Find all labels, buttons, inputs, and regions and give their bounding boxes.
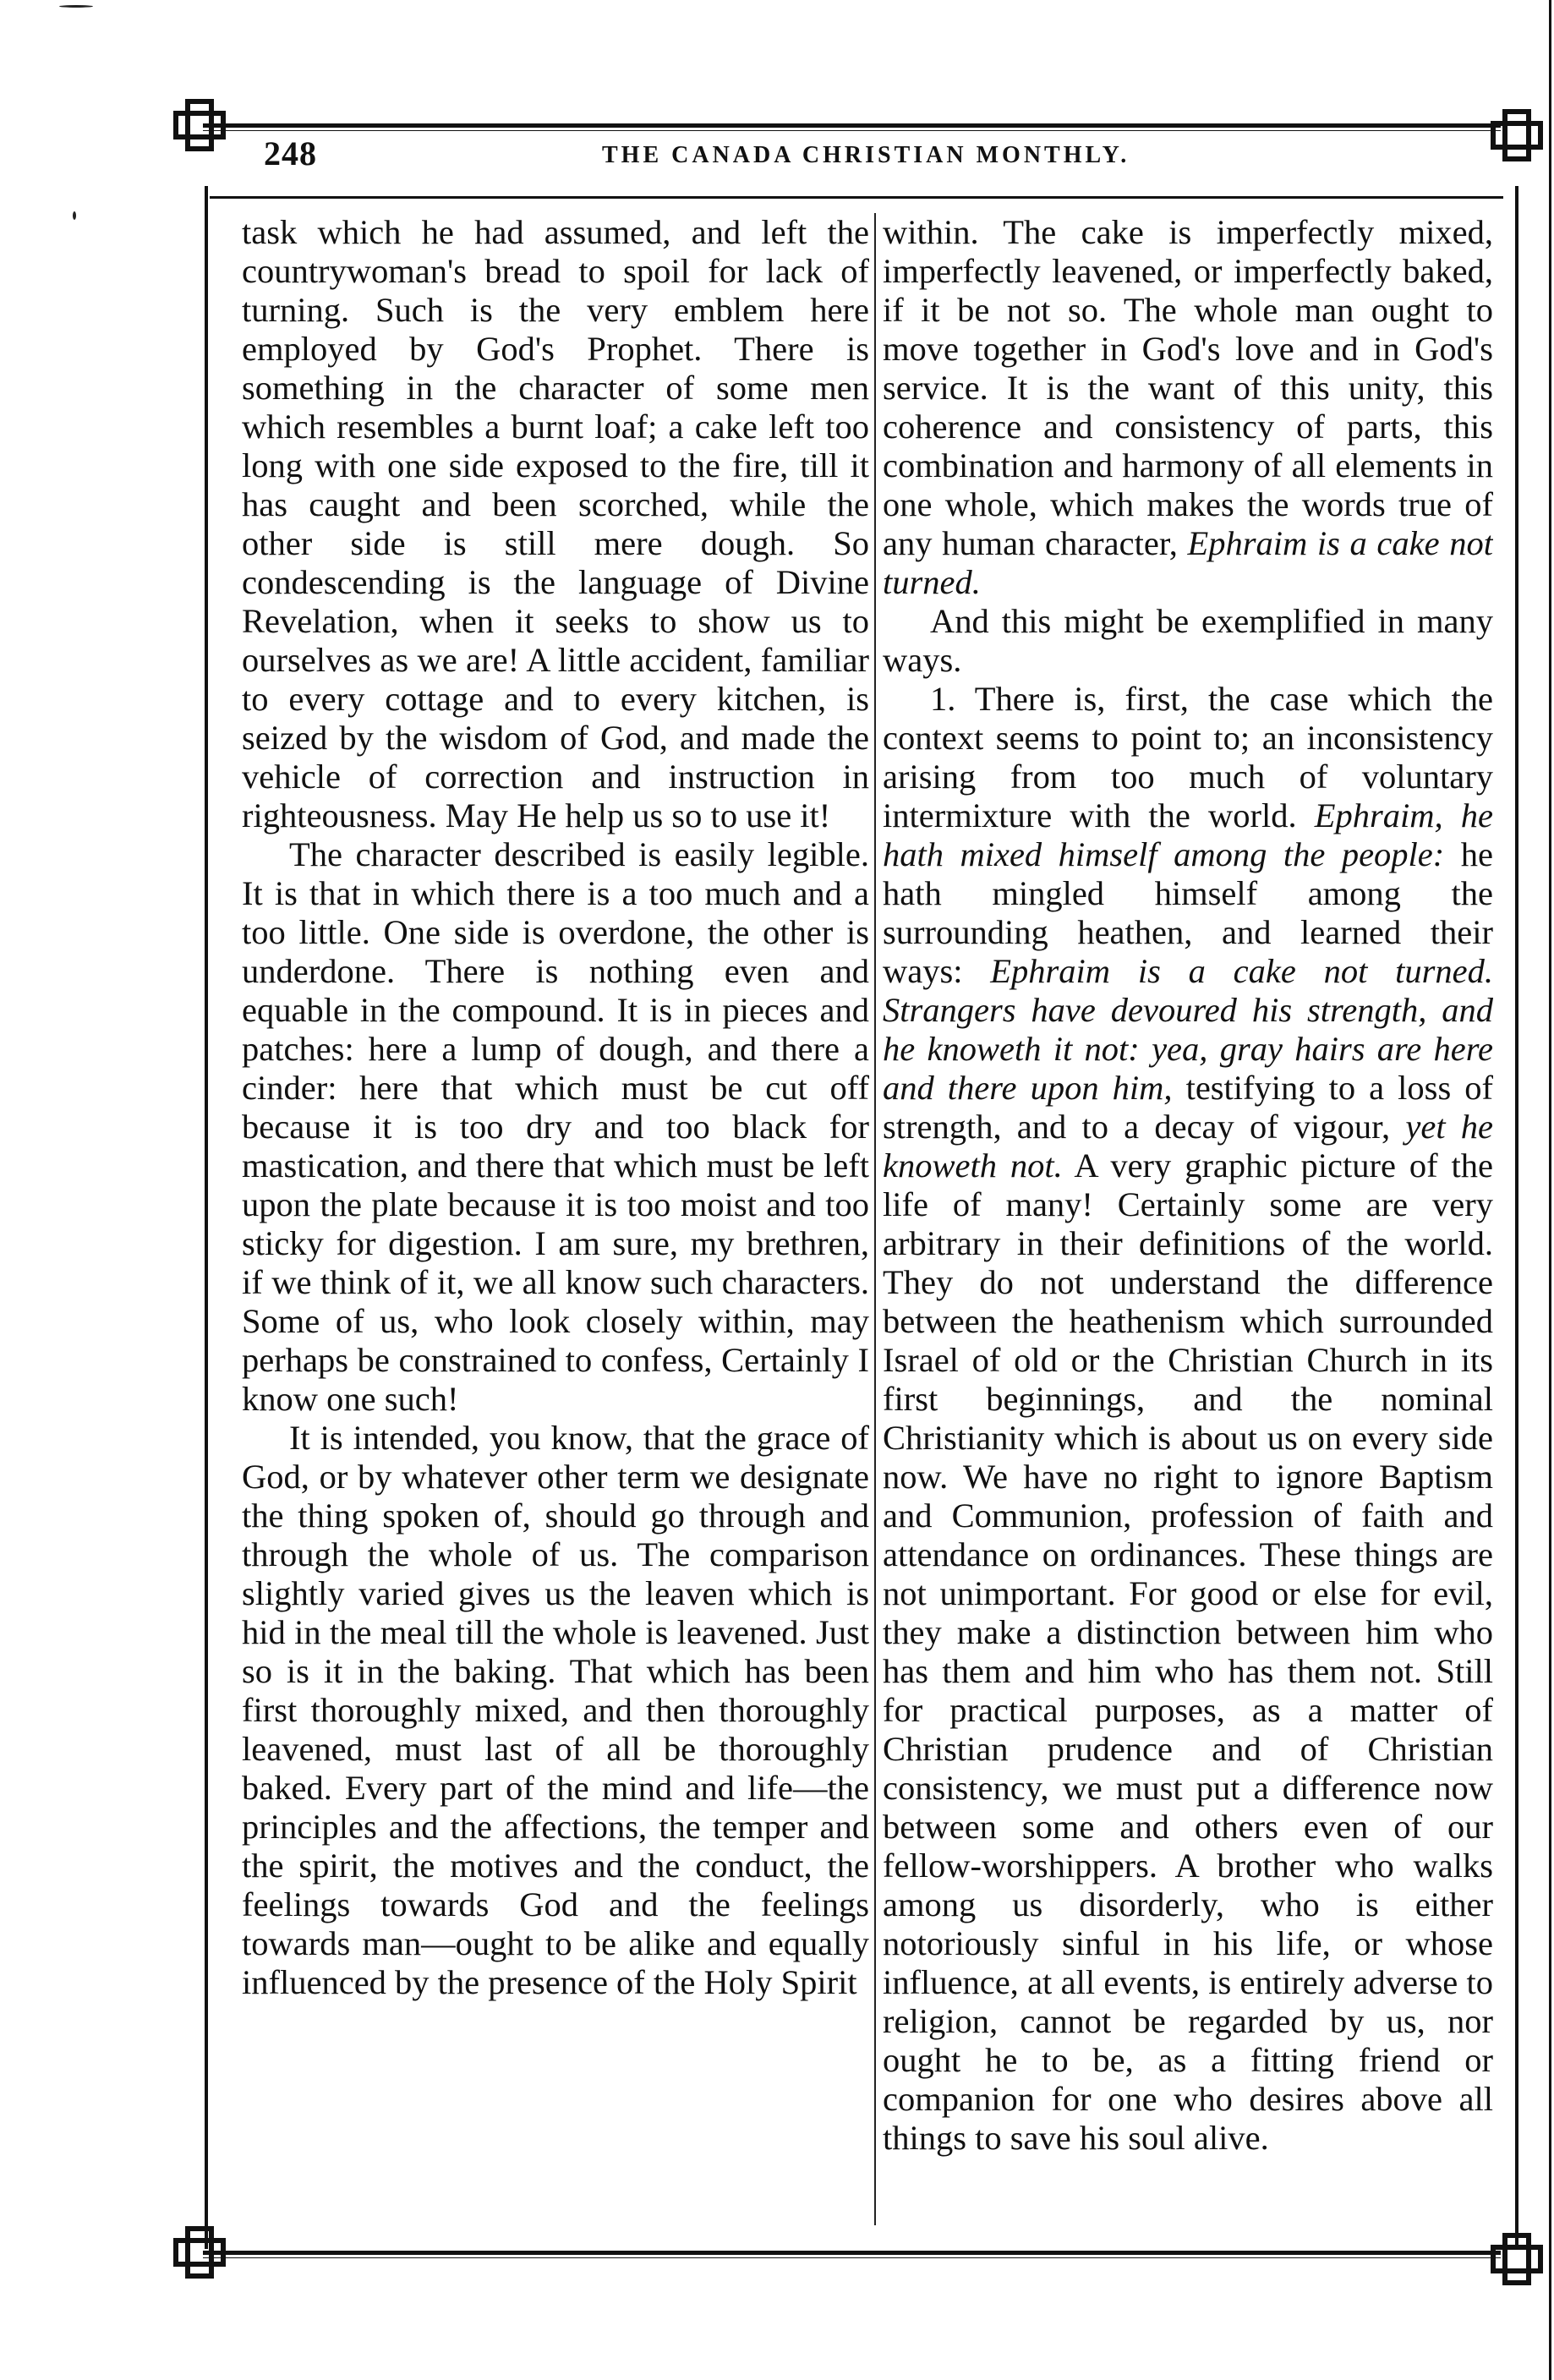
scripture-quote: yet he knoweth not. bbox=[883, 1108, 1493, 1185]
scripture-quote: Ephraim is a cake not turned. Strangers have devoured his strength, and he knoweth it not: yea, gray hairs are here and there upon him, bbox=[883, 952, 1493, 1107]
paragraph: And this might be exemplified in many ways. bbox=[883, 602, 1493, 679]
text-run: A very graphic picture of the life of many! Certainly some are very arbitrary in their definitions of the world. They do not understand the difference between the heathenism which surrounded Israel of old or the Christian Church in its first beginnings, and the nominal Christianity which is about us on every side now. We have no right to ignore Baptism and Communion, profession of faith and attendance on ordinances. These things are not unimportant. For good or else for evil, they make a distinction between him who has them and him who has them not. Still for practical purposes, as a matter of Christian prudence and of Christian consistency, we must put a difference now between some and others even of our fellow-worshippers. A brother who walks among us disorderly, who is either notoriously sinful in his life, or whose influence, at all events, is entirely adverse to religion, cannot be regarded by us, nor ought he to be, as a fitting friend or companion for one who desires above all things to save his soul alive. bbox=[883, 1146, 1493, 2157]
paragraph bbox=[883, 680, 1493, 2158]
left-border bbox=[205, 186, 208, 2249]
paragraph: The character described is easily legible. It is that in which there is a too much and a too little. One side is overdone, the other is underdone. There is nothing even and equable in the compound. It is in pieces and patches: here a lump of dough, and there a cinder: here that which must be cut off because it is too dry and too black for mastication, and there that which must be left upon the plate because it is too moist and too sticky for digestion. I am sure, my brethren, if we think of it, we all know such characters. Some of us, who look closely within, may perhaps be constrained to confess, Certainly I know one such! bbox=[242, 835, 869, 1418]
text-run: he hath mingled himself among the surrounding heathen, and learned their ways: bbox=[883, 835, 1493, 990]
left-column bbox=[242, 213, 869, 2230]
text-run: 1. There is, first, the case which the context seems to point to; an inconsistency arising from too much of voluntary intermixture with the world. bbox=[883, 680, 1493, 834]
right-border bbox=[1515, 186, 1518, 2249]
corner-ornament-bottom-left bbox=[172, 2225, 227, 2279]
scripture-quote: Ephraim is a cake not turned. bbox=[883, 524, 1493, 601]
scan-speck bbox=[73, 211, 76, 220]
footer-rule-thin bbox=[203, 2257, 1501, 2258]
text-run: within. The cake is imperfectly mixed, imperfectly leavened, or imperfectly baked, if it be not so. The whole man ought to move together in God's love and in God's service. It is the want of this unity, this coherence and consistency of parts, this combination and harmony of all elements in one whole, which makes the words true of any human character, bbox=[883, 213, 1493, 562]
running-title: THE CANADA CHRISTIAN MONTHLY. bbox=[602, 142, 1130, 168]
column-divider bbox=[874, 213, 876, 2225]
corner-ornament-top-left bbox=[172, 98, 227, 152]
paragraph bbox=[883, 213, 1493, 602]
footer-rule bbox=[203, 2251, 1501, 2255]
header-rule-thin bbox=[203, 130, 1501, 131]
page-header bbox=[264, 134, 1464, 181]
page-edge-line bbox=[1549, 0, 1551, 2380]
text-run: testifying to a loss of strength, and to a decay of vigour, bbox=[883, 1069, 1493, 1146]
page-number: 248 bbox=[264, 134, 317, 172]
header-underline bbox=[210, 196, 1503, 199]
right-column bbox=[883, 213, 1493, 2230]
corner-ornament-bottom-right bbox=[1490, 2232, 1544, 2286]
header-rule bbox=[203, 123, 1501, 128]
corner-ornament-top-right bbox=[1490, 108, 1544, 162]
scan-speck bbox=[59, 5, 93, 8]
paragraph: task which he had assumed, and left the countrywoman's bread to spoil for lack of turning. Such is the very emblem here employed by God's Prophet. There is something in the character of some men which resembles a burnt loaf; a cake left too long with one side exposed to the fire, till it has caught and been scorched, while the other side is still mere dough. So condescending is the language of Divine Revelation, when it seeks to show us to ourselves as we are! A little accident, familiar to every cottage and to every kitchen, is seized by the wisdom of God, and made the vehicle of correction and instruction in righteousness. May He help us so to use it! bbox=[242, 213, 869, 834]
scripture-quote: Ephraim, he hath mixed himself among the people: bbox=[883, 796, 1493, 873]
paragraph: It is intended, you know, that the grace of God, or by whatever other term we designate the thing spoken of, should go through and through the whole of us. The comparison slightly varied gives us the leaven which is hid in the meal till the whole is leavened. Just so is it in the baking. That which has been first thoroughly mixed, and then thoroughly leavened, must last of all be thoroughly baked. Every part of the mind and life—the principles and the affections, the temper and the spirit, the motives and the conduct, the feelings towards God and the feelings towards man—ought to be alike and equally influenced by the presence of the Holy Spirit bbox=[242, 1419, 869, 2001]
